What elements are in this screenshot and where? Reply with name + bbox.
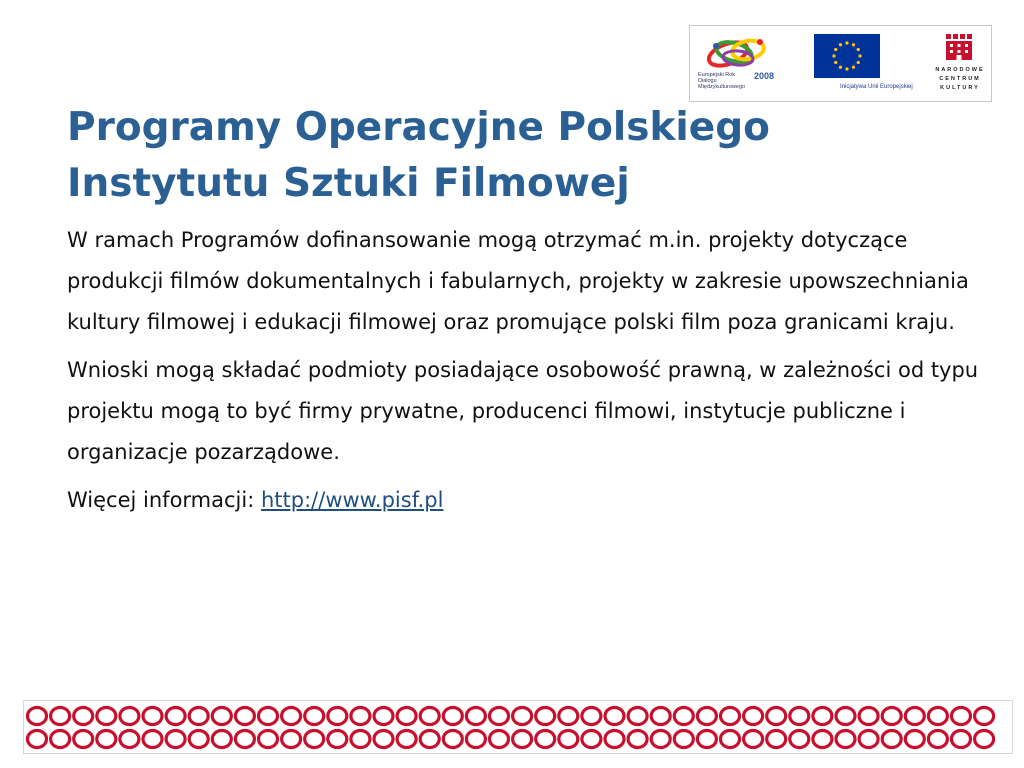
ring-ornament <box>97 708 116 725</box>
ring-ornament <box>420 708 439 725</box>
eu-star-icon <box>857 61 860 64</box>
eu-initiative-caption: Inicjatywa Unii Europejskiej <box>840 84 913 90</box>
eu-star-icon <box>839 43 842 46</box>
pisf-website-link[interactable]: http://www.pisf.pl <box>260 488 444 512</box>
ring-ornament <box>744 708 763 725</box>
ring-ornament <box>836 731 855 748</box>
eu-star-icon <box>834 48 837 51</box>
ring-ornament <box>928 708 947 725</box>
ring-ornament <box>235 731 254 748</box>
ring-ornament <box>628 731 647 748</box>
sponsor-logos <box>689 25 992 102</box>
ring-ornament <box>166 708 185 725</box>
eu-star-icon <box>858 54 861 57</box>
ring-pattern <box>24 701 1012 753</box>
ring-ornament <box>582 708 601 725</box>
ring-ornament <box>443 708 462 725</box>
ring-ornament <box>212 731 231 748</box>
slide-title <box>67 100 827 212</box>
ring-ornament <box>744 731 763 748</box>
slide-title-line: Programy Operacyjne Polskiego <box>67 105 770 150</box>
eu-flag-icon <box>814 34 880 78</box>
ring-ornament <box>397 708 416 725</box>
ring-ornament <box>651 731 670 748</box>
ring-ornament <box>928 731 947 748</box>
ring-ornament <box>674 731 693 748</box>
ring-ornament <box>282 731 301 748</box>
eu-star-icon <box>845 41 848 44</box>
ring-ornament <box>466 708 485 725</box>
slide-title-line: Instytutu Sztuki Filmowej <box>67 161 630 206</box>
ring-ornament <box>51 708 70 725</box>
ring-ornament <box>628 708 647 725</box>
ring-ornament <box>74 708 93 725</box>
ring-ornament <box>328 731 347 748</box>
ring-ornament <box>767 708 786 725</box>
eu-star-icon <box>852 66 855 69</box>
ring-ornament <box>605 731 624 748</box>
ring-ornament <box>235 708 254 725</box>
ring-ornament <box>905 708 924 725</box>
ring-ornament <box>74 731 93 748</box>
decorative-ring-band <box>23 700 1013 754</box>
body-paragraph: W ramach Programów dofinansowanie mogą otrzymać m.in. projekty dotyczące produkcji filmów dokumentalnych i fabularnych, projekty w zakresie upowszechniania kultury filmowej i edukacji filmowej oraz promujące polski film poza granicami kraju. <box>67 228 969 334</box>
eu-star-icon <box>839 66 842 69</box>
ring-ornament <box>374 731 393 748</box>
ring-ornament <box>975 731 994 748</box>
ring-ornament <box>490 731 509 748</box>
ring-ornament <box>582 731 601 748</box>
ring-ornament <box>813 731 832 748</box>
ring-ornament <box>97 731 116 748</box>
ring-ornament <box>513 708 532 725</box>
ring-ornament <box>859 708 878 725</box>
ring-ornament <box>328 708 347 725</box>
ring-ornament <box>813 708 832 725</box>
ring-ornament <box>351 708 370 725</box>
ring-ornament <box>721 731 740 748</box>
ring-ornament <box>305 731 324 748</box>
ring-ornament <box>790 731 809 748</box>
ring-ornament <box>374 708 393 725</box>
ring-ornament <box>212 708 231 725</box>
ring-ornament <box>559 731 578 748</box>
eu-star-icon <box>832 54 835 57</box>
ring-ornament <box>859 731 878 748</box>
ring-ornament <box>490 708 509 725</box>
ring-ornament <box>120 731 139 748</box>
intercultural-dialogue-caption: Europejski Rok Dialogu Międzykulturowego <box>698 72 746 90</box>
ring-ornament <box>952 708 971 725</box>
ring-ornament <box>536 731 555 748</box>
nck-line: NARODOWE <box>935 67 985 73</box>
ring-ornament <box>305 708 324 725</box>
ring-ornament <box>559 708 578 725</box>
ring-ornament <box>28 731 47 748</box>
ring-ornament <box>466 731 485 748</box>
ring-ornament <box>882 708 901 725</box>
eu-star-icon <box>845 67 848 70</box>
slide-body <box>67 220 987 528</box>
intercultural-dialogue-year: 2008 <box>754 71 775 81</box>
ring-ornament <box>259 708 278 725</box>
ring-ornament <box>836 708 855 725</box>
ring-ornament <box>721 708 740 725</box>
eu-star-icon <box>852 43 855 46</box>
ring-ornament <box>905 731 924 748</box>
ring-ornament <box>513 731 532 748</box>
more-info-label: Więcej informacji: <box>67 488 261 512</box>
ring-ornament <box>790 708 809 725</box>
ring-ornament <box>767 731 786 748</box>
eu-star-icon <box>857 48 860 51</box>
nck-castle-icon <box>944 32 974 62</box>
body-paragraph: Wnioski mogą składać podmioty posiadające osobowość prawną, w zależności od typu projektu mogą to być firmy prywatne, producenci filmowi, instytucje publiczne i organizacje pozarządowe. <box>67 358 979 464</box>
nck-line: CENTRUM <box>939 76 981 82</box>
ring-ornament <box>166 731 185 748</box>
ring-ornament <box>397 731 416 748</box>
ring-ornament <box>952 731 971 748</box>
ring-ornament <box>443 731 462 748</box>
ring-ornament <box>351 731 370 748</box>
ring-ornament <box>882 731 901 748</box>
ring-ornament <box>143 708 162 725</box>
ring-ornament <box>51 731 70 748</box>
nck-line: KULTURY <box>940 85 980 91</box>
eu-star-icon <box>834 61 837 64</box>
ring-ornament <box>651 708 670 725</box>
nck-caption <box>934 66 986 93</box>
ring-ornament <box>143 731 162 748</box>
ring-ornament <box>674 708 693 725</box>
ring-ornament <box>420 731 439 748</box>
ring-ornament <box>975 708 994 725</box>
ring-ornament <box>28 708 47 725</box>
ring-ornament <box>536 708 555 725</box>
ring-ornament <box>697 731 716 748</box>
ring-ornament <box>259 731 278 748</box>
ring-ornament <box>697 708 716 725</box>
ring-ornament <box>120 708 139 725</box>
ring-ornament <box>605 708 624 725</box>
more-info-line <box>67 480 987 521</box>
ring-ornament <box>282 708 301 725</box>
ring-ornament <box>189 731 208 748</box>
ring-ornament <box>189 708 208 725</box>
